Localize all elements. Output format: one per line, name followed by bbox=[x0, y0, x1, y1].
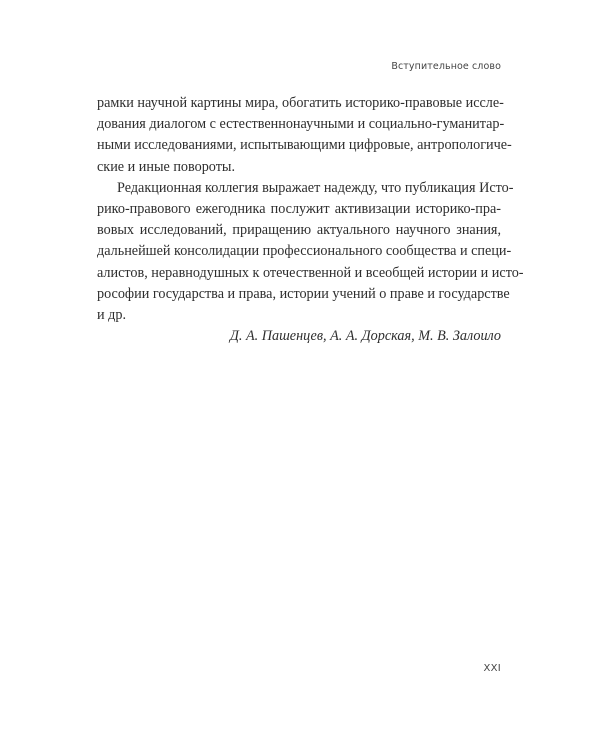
text-line: дования диалогом с естественнонаучными и социально-гуманитар- bbox=[97, 116, 505, 133]
text-line: ными исследованиями, испытывающими цифровые, антропологиче- bbox=[97, 137, 512, 154]
text-line: вовых исследований, приращению актуального научного знания, bbox=[97, 222, 501, 239]
running-header: Вступительное слово bbox=[391, 61, 501, 72]
main-text bbox=[97, 93, 524, 347]
text-line: Редакционная коллегия выражает надежду, что публикация Исто- bbox=[117, 179, 514, 196]
text-line: и др. bbox=[97, 306, 126, 323]
text-line: дальнейшей консолидации профессионального сообщества и специ- bbox=[97, 243, 512, 260]
text-line: ские и иные повороты. bbox=[97, 158, 235, 175]
text-line: рико-правового ежегодника послужит активизации историко-пра- bbox=[97, 200, 501, 217]
text-line: рамки научной картины мира, обогатить историко-правовые иссле- bbox=[97, 95, 504, 111]
text-line: алистов, неравнодушных к отечественной и всеобщей истории и исто- bbox=[97, 264, 524, 281]
page-number: XXI bbox=[483, 663, 501, 674]
authors-signature: Д. А. Пашенцев, А. А. Дорская, М. В. Залоило bbox=[229, 328, 501, 345]
text-line: рософии государства и права, истории учений о праве и государстве bbox=[97, 285, 510, 302]
